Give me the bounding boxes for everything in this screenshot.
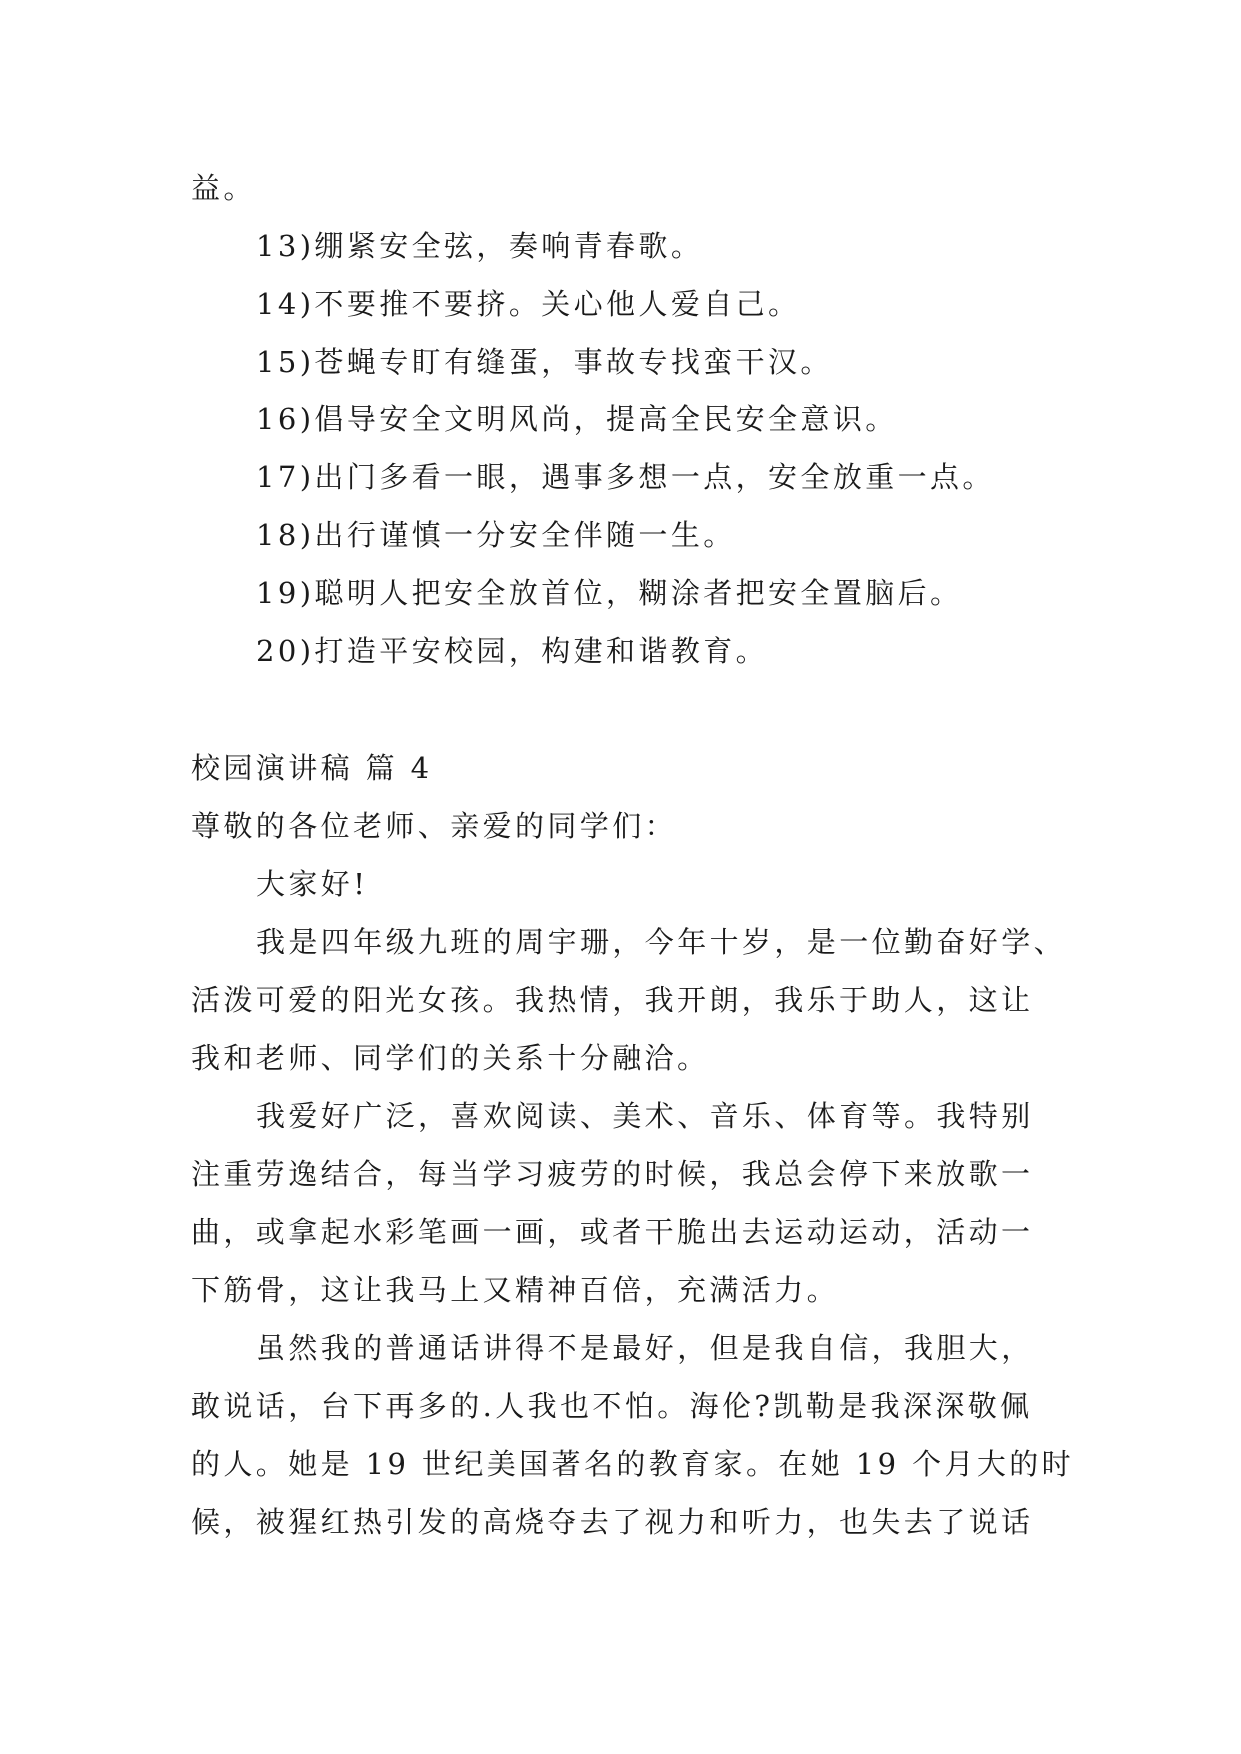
- slogan-15: 15)苍蝇专盯有缝蛋，事故专找蛮干汉。: [256, 345, 833, 379]
- paragraph2-line: 曲，或拿起水彩笔画一画，或者干脆出去运动运动，活动一: [191, 1215, 1034, 1249]
- greeting: 大家好!: [256, 867, 369, 901]
- slogan-18: 18)出行谨慎一分安全伴随一生。: [256, 518, 736, 552]
- paragraph2-line: 我爱好广泛，喜欢阅读、美术、音乐、体育等。我特别: [256, 1099, 1034, 1133]
- paragraph1-line: 我是四年级九班的周宇珊，今年十岁，是一位勤奋好学、: [256, 925, 1067, 959]
- paragraph1-line: 我和老师、同学们的关系十分融洽。: [191, 1041, 710, 1075]
- paragraph2-line: 注重劳逸结合，每当学习疲劳的时候，我总会停下来放歌一: [191, 1157, 1034, 1191]
- paragraph3-line: 虽然我的普通话讲得不是最好，但是我自信，我胆大，: [256, 1331, 1034, 1365]
- slogan-13: 13)绷紧安全弦，奏响青春歌。: [256, 229, 704, 263]
- slogan-14: 14)不要推不要挤。关心他人爱自己。: [256, 287, 801, 321]
- carryover-text: 益。: [191, 171, 256, 205]
- slogan-19: 19)聪明人把安全放首位，糊涂者把安全置脑后。: [256, 576, 963, 610]
- paragraph3-line: 敢说话，台下再多的.人我也不怕。海伦?凯勒是我深深敬佩: [191, 1389, 1033, 1423]
- section-title: 校园演讲稿 篇 4: [191, 751, 433, 785]
- salutation: 尊敬的各位老师、亲爱的同学们：: [191, 809, 678, 843]
- slogan-16: 16)倡导安全文明风尚，提高全民安全意识。: [256, 402, 898, 436]
- slogan-20: 20)打造平安校园，构建和谐教育。: [256, 634, 769, 668]
- paragraph3-line: 候，被猩红热引发的高烧夺去了视力和听力，也失去了说话: [191, 1505, 1034, 1539]
- paragraph3-line: 的人。她是 19 世纪美国著名的教育家。在她 19 个月大的时: [191, 1447, 1075, 1481]
- paragraph2-line: 下筋骨，这让我马上又精神百倍，充满活力。: [191, 1273, 840, 1307]
- slogan-17: 17)出门多看一眼，遇事多想一点，安全放重一点。: [256, 460, 995, 494]
- paragraph1-line: 活泼可爱的阳光女孩。我热情，我开朗，我乐于助人，这让: [191, 983, 1034, 1017]
